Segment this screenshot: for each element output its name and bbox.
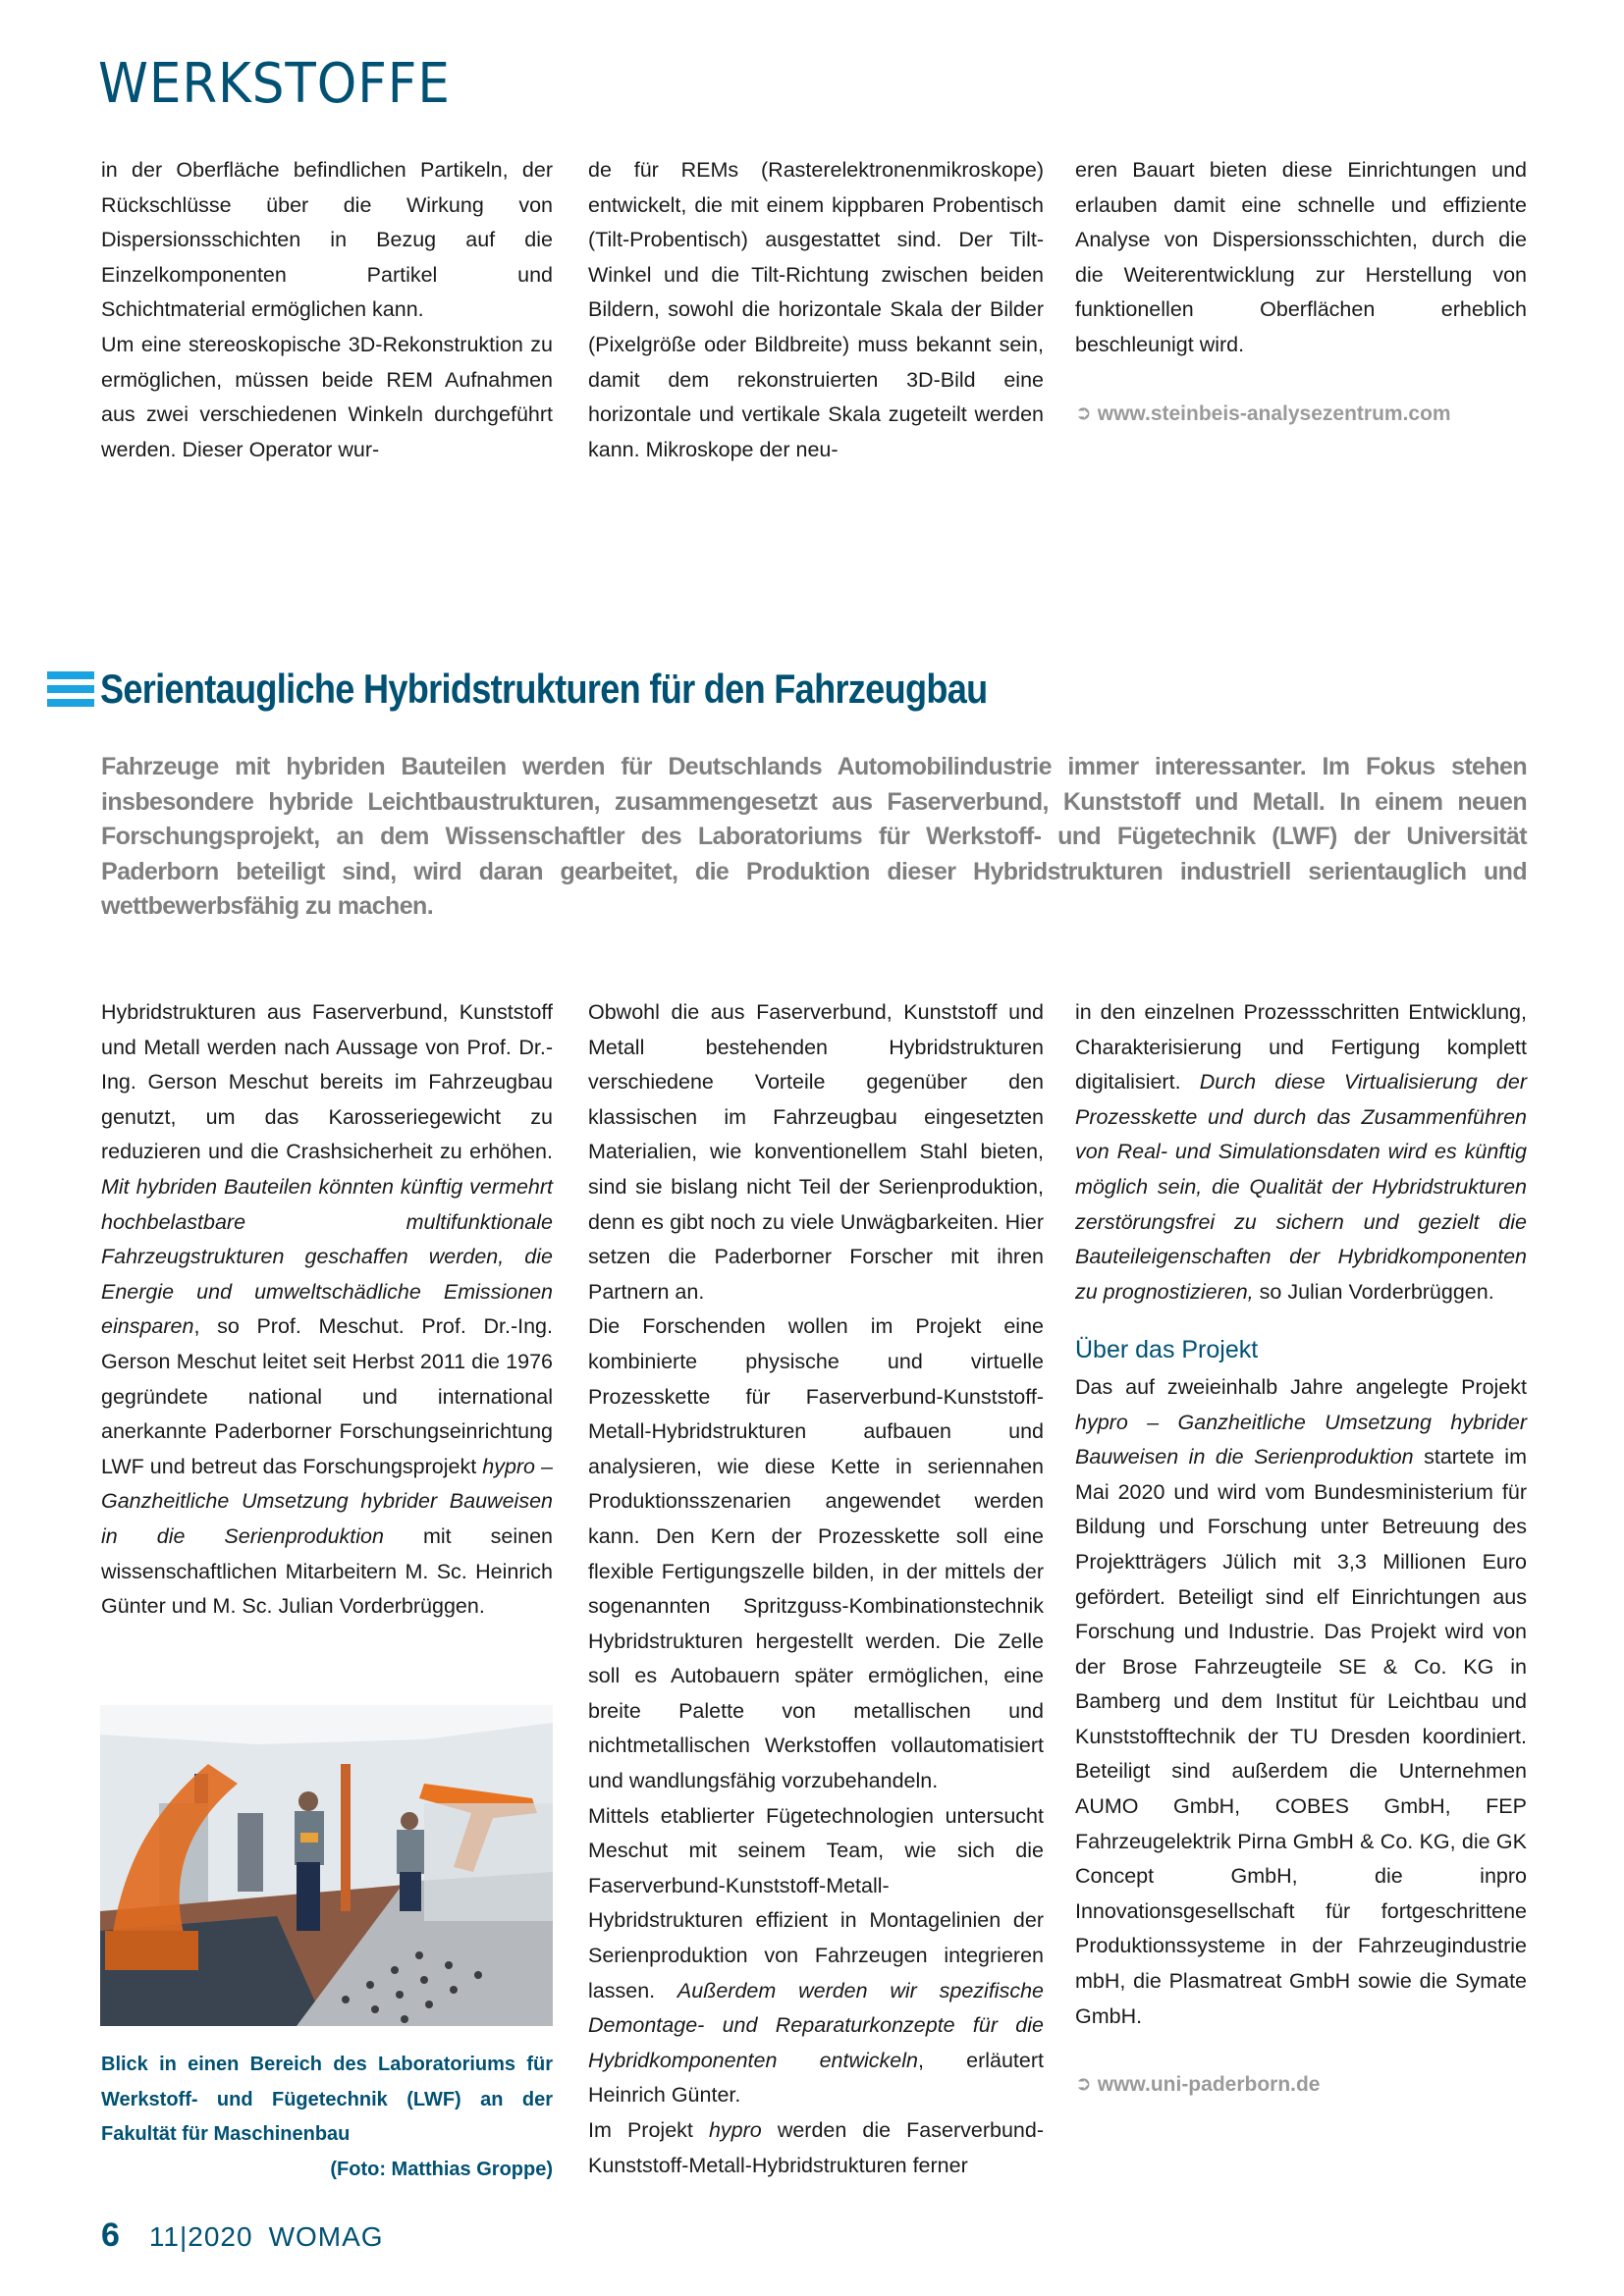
paragraph: Die Forschenden wollen im Projekt eine kombinierte physische und virtuelle Prozesskette für Faserverbund-Kunststoff-Metall-Hybridstrukturen aufbauen und analysieren, wie diese Kette in seriennahen Produktionsszenarien angewendet werden kann. Den Kern der Prozesskette soll eine flexible Fertigungszelle bilden, in der mittels der sogenannten Spritzguss-Kombinationstechnik Hybridstrukturen hergestellt werden. Die Zelle soll es Autobauern später ermöglichen, eine breite Palette von metallischen und nichtmetallischen Werkstoffen vollautomatisiert und wandlungsfähig vorzubehandeln. [588,1314,1044,1793]
paragraph: Im Projekt hypro werden die Faserverbund-Kunststoff-Metall-Hybridstrukturen ferner [588,2118,1044,2177]
issue-number: 11|2020 [148,2221,253,2252]
arrow-right-icon: ➲ [1075,2073,1092,2096]
paragraph: in der Oberfläche befindlichen Partikeln, der Rückschlüsse über die Wirkung von Dispersionsschichten in Bezug auf die Einzelkomponenten Partikel und Schichtmaterial ermöglichen kann. [101,158,553,322]
arrow-right-icon: ➲ [1075,401,1092,424]
article-column-2 [588,995,1044,2183]
steinbeis-link[interactable] [1075,397,1527,432]
caption-text: Blick in einen Bereich des Laboratoriums für Werkstoff- und Fügetechnik (LWF) an der Fakultät für Maschinenbau [101,2054,553,2145]
top-article-column-3 [1075,153,1527,431]
page-footer [101,2216,384,2255]
article-column-1 [101,995,553,1625]
paragraph: eren Bauart bieten diese Einrichtungen und erlauben damit eine schnelle und effiziente Analyse von Dispersionsschichten, durch die die Weiterentwicklung zur Herstellung von funktionellen Oberflächen erheblich beschleunigt wird. [1075,158,1527,356]
paragraph: in den einzelnen Prozessschritten Entwicklung, Charakterisierung und Fertigung komplett digitalisiert. Durch diese Virtualisierung der Prozesskette und durch das Zusammenführen von Real- und Simulationsdaten wird es künftig möglich sein, die Qualität der Hybridstrukturen zerstörungsfrei zu sichern und gezielt die Bauteileigenschaften der Hybridkomponenten zu prognostizieren, so Julian Vorderbrüggen. [1075,1000,1528,1304]
paragraph: Hybridstrukturen aus Faserverbund, Kunststoff und Metall werden nach Aussage von Prof. Dr.-Ing. Gerson Meschut bereits im Fahrzeugbau genutzt, um das Karosseriegewicht zu reduzieren und die Crashsicherheit zu erhöhen. Mit hybriden Bauteilen könnten künftig vermehrt hochbelastbare multifunktionale Fahrzeugstrukturen geschaffen werden, die Energie und umweltschädliche Emissionen einsparen, so Prof. Meschut. Prof. Dr.-Ing. Gerson Meschut leitet seit Herbst 2011 die 1976 gegründete national und international anerkannte Paderborner Forschungseinrichtung LWF und betreut das Forschungsprojekt hypro – Ganzheitliche Umsetzung hybrider Bauweisen in die Serienproduktion mit seinen wissenschaftlichen Mitarbeitern M. Sc. Heinrich Günter und M. Sc. Julian Vorderbrüggen. [101,1000,553,1619]
page-number: 6 [101,2216,120,2254]
photo-credit: (Foto: Matthias Groppe) [330,2158,553,2180]
paragraph: Mittels etablierter Fügetechnologien untersucht Meschut mit seinem Team, wie sich die Faserverbund-Kunststoff-Metall-Hybridstrukturen effizient in Montagelinien der Serienproduktion von Fahrzeugen integrieren lassen. Außerdem werden wir spezifische Demontage- und Reparaturkonzepte für die Hybridkomponenten entwickeln, erläutert Heinrich Günter. [588,1803,1044,2108]
headline-text: Serientaugliche Hybridstrukturen für den Fahrzeugbau [100,666,988,712]
link-url[interactable]: www.steinbeis-analysezentrum.com [1097,401,1451,425]
lab-photo [100,1705,553,2026]
photo-caption [101,2048,553,2187]
paragraph: Obwohl die aus Faserverbund, Kunststoff und Metall bestehenden Hybridstrukturen verschiedene Vorteile gegenüber den klassischen im Fahrzeugbau eingesetzten Materialien, wie konventionellem Stahl bieten, sind sie bislang nicht Teil der Serienproduktion, denn es gibt noch zu viele Unwägbarkeiten. Hier setzen die Paderborner Forscher mit ihren Partnern an. [588,1000,1044,1304]
menu-bars-icon [47,671,94,707]
paragraph: Um eine stereoskopische 3D-Rekonstruktion zu ermöglichen, müssen beide REM Aufnahmen aus zwei verschiedenen Winkeln durchgeführt werden. Dieser Operator wur- [101,332,553,461]
article-column-3 [1075,995,1527,2103]
robot-lab-image [100,1705,553,2026]
paragraph: de für REMs (Rasterelektronenmikroskope) entwickelt, die mit einem kippbaren Probentisch (Tilt-Probentisch) ausgestattet sind. Der Tilt-Winkel und die Tilt-Richtung zwischen beiden Bildern, sowohl die horizontale Skala der Bilder (Pixelgröße oder Bildbreite) muss bekannt sein, damit dem rekonstruierten 3D-Bild eine horizontale und vertikale Skala zugeteilt werden kann. Mikroskope der neu- [588,158,1044,461]
uni-paderborn-link[interactable] [1075,2067,1527,2103]
article-headline [47,666,1132,713]
section-title: WERKSTOFFE [98,52,451,116]
article-lead: Fahrzeuge mit hybriden Bauteilen werden für Deutschlands Automobilindustrie immer interessanter. Im Fokus stehen insbesondere hybride Leichtbaustrukturen, zusammengesetzt aus Faserverbund, Kunststoff und Metall. In einem neuen Forschungsprojekt, an dem Wissenschaftler des Laboratoriums für Werkstoff- und Fügetechnik (LWF) der Universität Paderborn beteiligt sind, wird daran gearbeitet, die Produktion dieser Hybridstrukturen industriell serientauglich und wettbewerbsfähig zu machen. [101,753,1527,920]
subheading-project: Über das Projekt [1075,1336,1259,1364]
top-article-column-1 [101,153,553,467]
paragraph: Das auf zweieinhalb Jahre angelegte Projekt hypro – Ganzheitliche Umsetzung hybrider Bauweisen in die Serienproduktion startete im Mai 2020 und wird vom Bundesministerium für Bildung und Forschung unter Betreuung des Projektträgers Jülich mit 3,3 Millionen Euro gefördert. Beteiligt sind elf Einrichtungen aus Forschung und Industrie. Das Projekt wird von der Brose Fahrzeugteile SE & Co. KG in Bamberg und dem Institut für Leichtbau und Kunststofftechnik der TU Dresden koordiniert. Beteiligt sind außerdem die Unternehmen AUMO GmbH, COBES GmbH, FEP Fahrzeugelektrik Pirna GmbH & Co. KG, die GK Concept GmbH, die inpro Innovationsgesellschaft für fortgeschrittene Produktionssysteme in der Fahrzeugindustrie mbH, die Plasmatreat GmbH sowie die Symate GmbH. [1075,1374,1527,2028]
top-article-column-2 [588,153,1044,467]
link-url[interactable]: www.uni-paderborn.de [1097,2073,1321,2097]
magazine-name: WOMAG [268,2221,384,2252]
